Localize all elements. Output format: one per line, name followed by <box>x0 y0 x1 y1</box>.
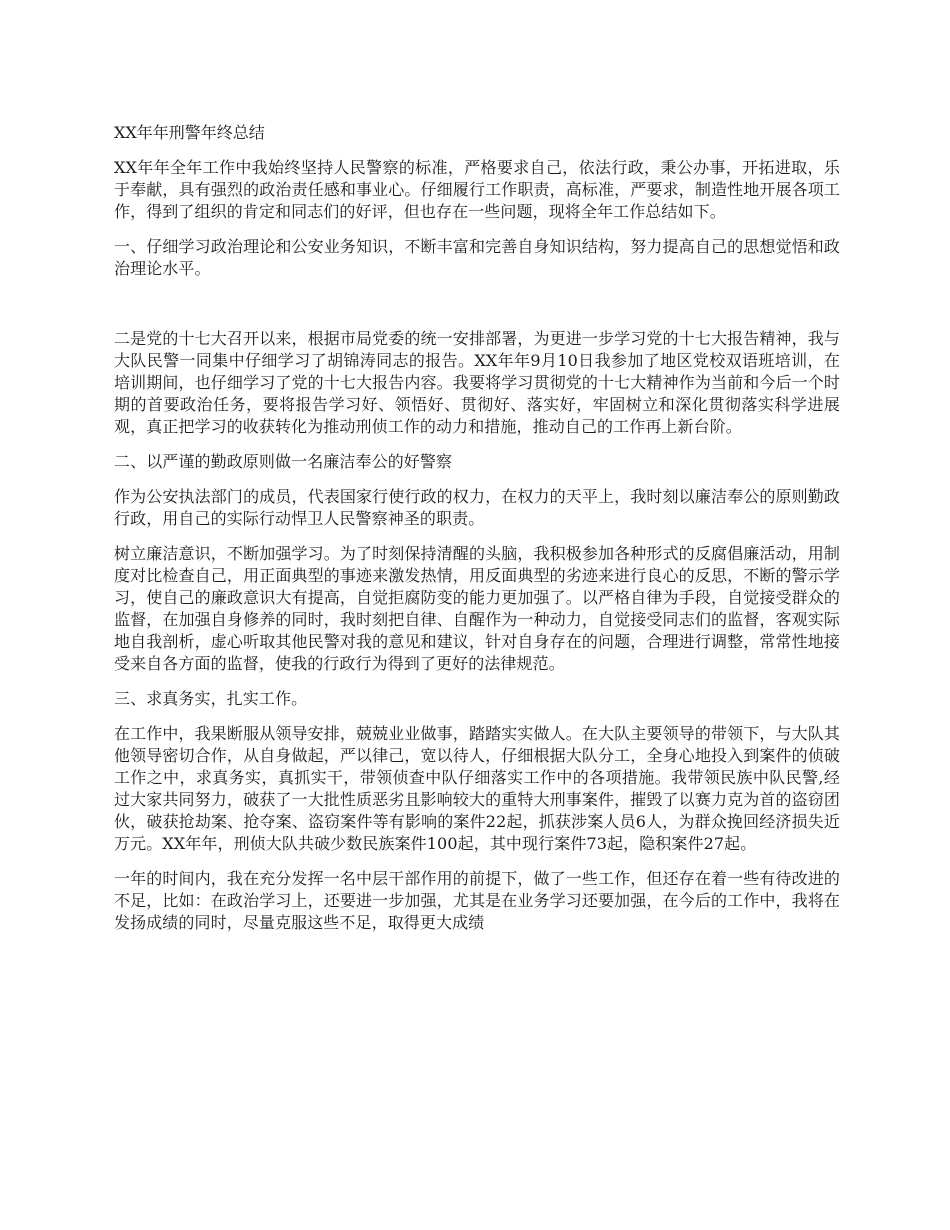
blank-gap <box>114 293 840 328</box>
closing-paragraph: 一年的时间内，我在充分发挥一名中层干部作用的前提下，做了一些工作，但还存在着一些有待改进的不足，比如：在政治学习上，还要进一步加强，尤其是在业务学习还要加强，在今后的工作中，我将在发扬成绩的同时，尽量克服这些不足，取得更大成绩 <box>114 869 840 932</box>
body-paragraph: 树立廉洁意识，不断加强学习。为了时刻保持清醒的头脑，我积极参加各种形式的反腐倡廉活动，用制度对比检查自己，用正面典型的事迹来激发热情，用反面典型的劣迹来进行良心的反思，不断的警示学习，使自己的廉政意识大有提高，自觉拒腐防变的能力更加强了。以严格自律为手段，自觉接受群众的监督，在加强自身修养的同时，我时刻把自律、自醒作为一种动力，自觉接受同志们的监督，客观实际地自我剖析，虚心听取其他民警对我的意见和建议，针对自身存在的问题，合理进行调整，常常性地接受来自各方面的监督，使我的行政行为得到了更好的法律规范。 <box>114 544 840 673</box>
document-page <box>114 122 840 947</box>
section-heading-1: 一、仔细学习政治理论和公安业务知识，不断丰富和完善自身知识结构，努力提高自己的思想觉悟和政治理论水平。 <box>114 237 840 278</box>
section-heading-3: 三、求真务实，扎实工作。 <box>114 689 308 708</box>
intro-paragraph: XX年年全年工作中我始终坚持人民警察的标准，严格要求自己，依法行政，秉公办事，开拓进取，乐于奉献，具有强烈的政治责任感和事业心。仔细履行工作职责，高标准，严要求，制造性地开展各项工作，得到了组织的肯定和同志们的好评，但也存在一些问题，现将全年工作总结如下。 <box>114 158 840 221</box>
section-heading-2: 二、以严谨的勤政原则做一名廉洁奉公的好警察 <box>114 452 453 471</box>
document-title: XX年年刑警年终总结 <box>114 123 265 142</box>
body-paragraph: 二是党的十七大召开以来，根据市局党委的统一安排部署，为更进一步学习党的十七大报告精神，我与大队民警一同集中仔细学习了胡锦涛同志的报告。XX年年9月10日我参加了地区党校双语班培训，在培训期间，也仔细学习了党的十七大报告内容。我要将学习贯彻党的十七大精神作为当前和今后一个时期的首要政治任务，要将报告学习好、领悟好、贯彻好、落实好，牢固树立和深化贯彻落实科学进展观，真正把学习的收获转化为推动刑侦工作的动力和措施，推动自己的工作再上新台阶。 <box>114 329 840 436</box>
body-paragraph: 作为公安执法部门的成员，代表国家行使行政的权力，在权力的天平上，我时刻以廉洁奉公的原则勤政行政，用自己的实际行动悍卫人民警察神圣的职责。 <box>114 487 840 528</box>
body-paragraph: 在工作中，我果断服从领导安排，兢兢业业做事，踏踏实实做人。在大队主要领导的带领下，与大队其他领导密切合作，从自身做起，严以律己，宽以待人，仔细根据大队分工，全身心地投入到案件的侦破工作之中，求真务实，真抓实干，带领侦查中队仔细落实工作中的各项措施。我带领民族中队民警,经过大家共同努力，破获了一大批性质恶劣且影响较大的重特大刑事案件，摧毁了以赛力克为首的盗窃团伙，破获抢劫案、抢夺案、盗窃案件等有影响的案件22起，抓获涉案人员6人，为群众挽回经济损失近万元。XX年年，刑侦大队共破少数民族案件100起，其中现行案件73起，隐积案件27起。 <box>114 724 840 853</box>
